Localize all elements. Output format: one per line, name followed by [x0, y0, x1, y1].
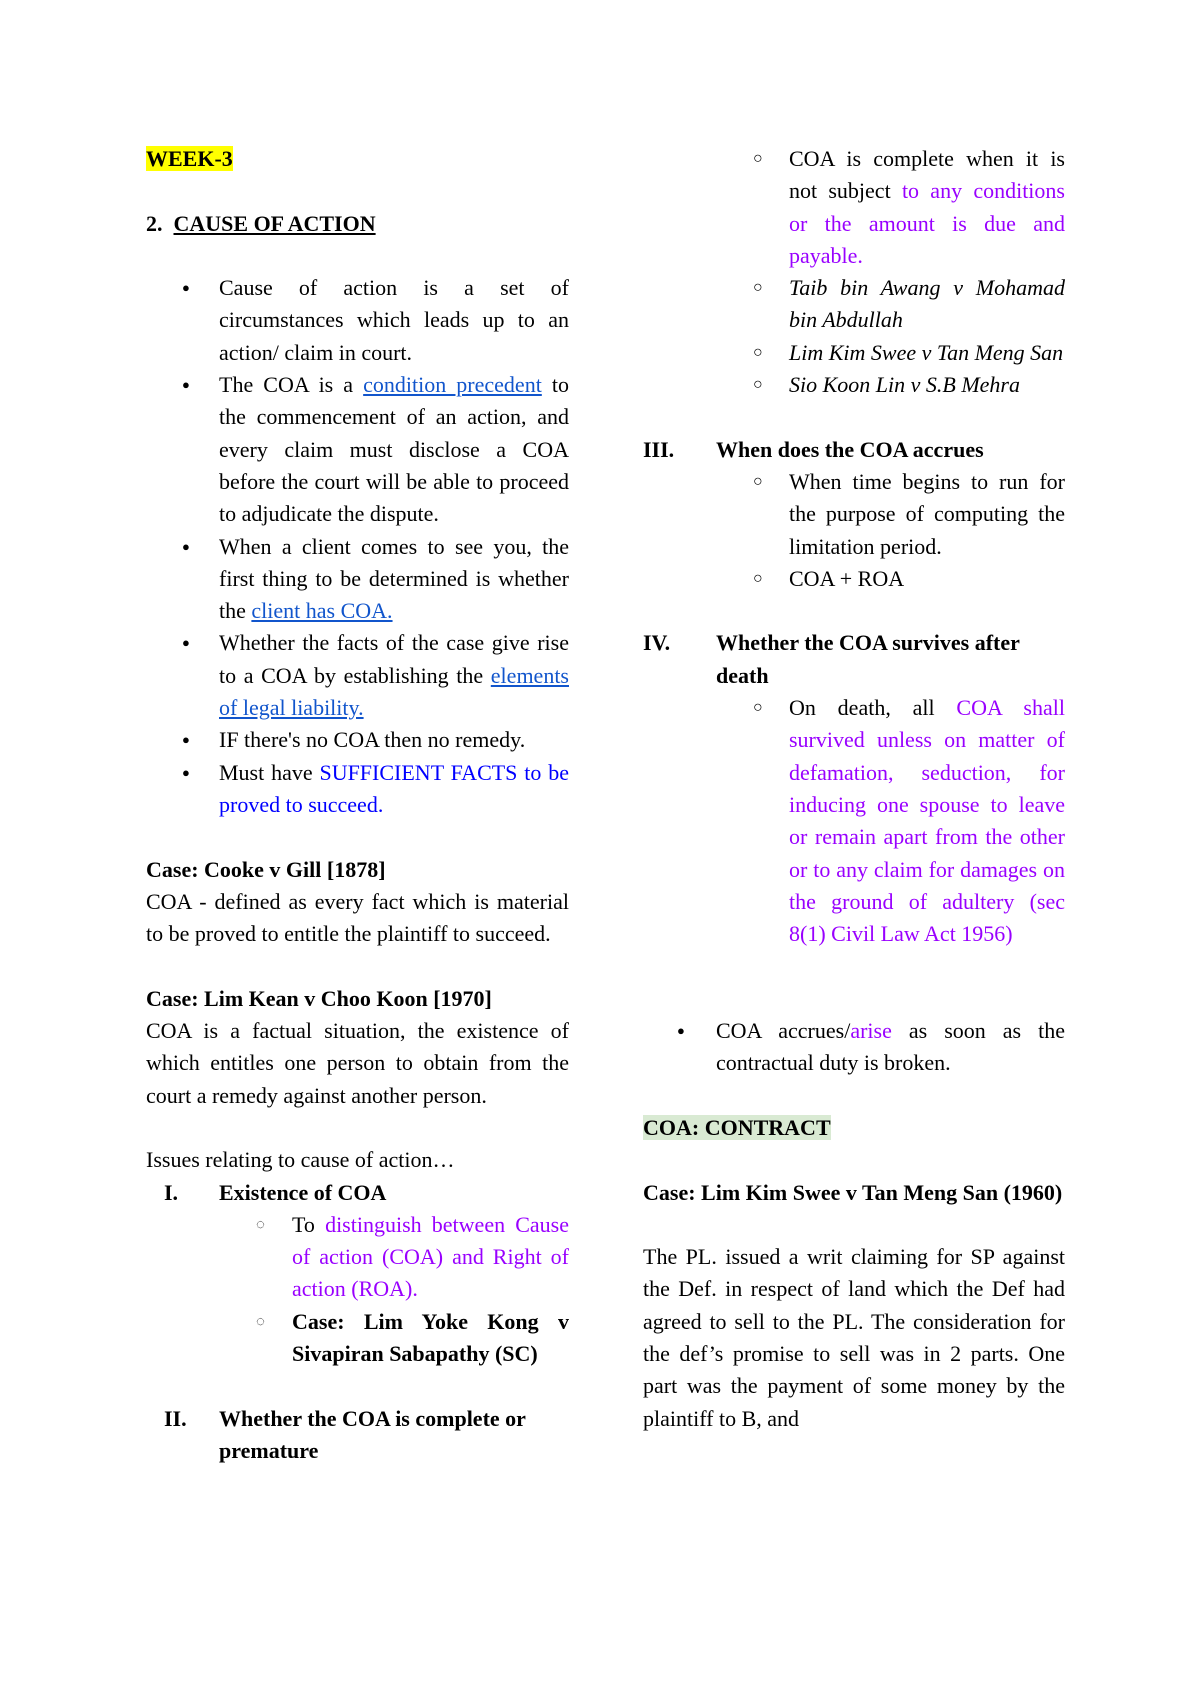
bullet-icon: ●: [677, 1023, 685, 1039]
issue-heading: I. Existence of COA: [164, 1179, 387, 1205]
bullet-icon: ●: [182, 635, 190, 651]
case-text: COA is a factual situation, the existence of which entitles one person to obtain from the court a remedy against another person.: [146, 1018, 569, 1108]
sub-item: ○ Sio Koon Lin v S.B Mehra: [643, 369, 1065, 401]
case-title: Case: Cooke v Gill [1878]: [146, 856, 386, 882]
section-heading: 2. CAUSE OF ACTION: [146, 210, 376, 236]
elements-of-legal-liability-link[interactable]: elements of legal liability.: [219, 662, 569, 721]
sub-item: ○ When time begins to run for the purpose of computing the limitation period.: [643, 466, 1065, 563]
hollow-circle-icon: ○: [753, 472, 763, 490]
right-column: [643, 143, 1065, 1435]
list-item: ● Cause of action is a set of circumstances which leads up to an action/ claim in court.: [146, 272, 569, 369]
list-item: ● Must have SUFFICIENT FACTS to be proved to succeed.: [146, 757, 569, 822]
sub-item: ○ COA + ROA: [643, 563, 1065, 595]
bullet-icon: ●: [182, 280, 190, 296]
hollow-circle-icon: ○: [753, 569, 763, 587]
bullet-icon: ●: [182, 377, 190, 393]
sub-item: ◌ Case: Lim Yoke Kong v Sivapiran Sabapathy (SC): [146, 1306, 569, 1371]
list-item: ● When a client comes to see you, the first thing to be determined is whether the client has COA.: [146, 531, 569, 628]
bullet-icon: ●: [182, 764, 190, 780]
list-item: ● Whether the facts of the case give rise to a COA by establishing the elements of legal liability.: [146, 627, 569, 724]
sub-item: ○ Taib bin Awang v Mohamad bin Abdullah: [643, 272, 1065, 337]
bullet-icon: ●: [182, 538, 190, 554]
sub-item: ◌ To distinguish between Cause of action (COA) and Right of action (ROA).: [146, 1209, 569, 1306]
issue-heading: III. When does the COA accrues: [643, 436, 984, 462]
case-text: COA - defined as every fact which is material to be proved to entitle the plaintiff to succeed.: [146, 888, 569, 947]
sub-item: ○ On death, all COA shall survived unless on matter of defamation, seduction, for inducing one spouse to leave or remain apart from the other or to any claim for damages on the ground of adultery (sec 8(1) Civil Law Act 1956): [643, 692, 1065, 950]
sub-item: ○ COA is complete when it is not subject to any conditions or the amount is due and payable.: [643, 143, 1065, 272]
case-title: Case: Lim Kean v Choo Koon [1970]: [146, 985, 492, 1011]
dotted-circle-icon: ◌: [256, 1216, 265, 1233]
list-item: ● The COA is a condition precedent to the commencement of an action, and every claim must disclose a COA before the court will be able to proceed to adjudicate the dispute.: [146, 369, 569, 530]
hollow-circle-icon: ○: [753, 376, 763, 394]
list-item: ● COA accrues/arise as soon as the contractual duty is broken.: [643, 1015, 1065, 1080]
condition-precedent-link[interactable]: condition precedent: [363, 372, 542, 398]
bullet-icon: ●: [182, 732, 190, 748]
hollow-circle-icon: ○: [753, 343, 763, 361]
case-title: Case: Lim Kim Swee v Tan Meng San (1960): [643, 1179, 1063, 1205]
issue-heading: II. Whether the COA is complete or premature: [164, 1405, 526, 1463]
contract-label: COA: CONTRACT: [643, 1114, 831, 1140]
client-has-coa-link[interactable]: client has COA.: [251, 598, 393, 624]
hollow-circle-icon: ○: [753, 699, 763, 717]
issues-intro: Issues relating to cause of action…: [146, 1147, 455, 1173]
sub-item: ○ Lim Kim Swee v Tan Meng San: [643, 337, 1065, 369]
hollow-circle-icon: ○: [753, 150, 763, 167]
hollow-circle-icon: ○: [753, 279, 763, 297]
case-text: The PL. issued a writ claiming for SP against the Def. in respect of land which the Def had agreed to sell to the PL. The consideration for the def’s promise to sell was in 2 parts. One part was the payment of some money by the plaintiff to B, and: [643, 1244, 1065, 1431]
dotted-circle-icon: ◌: [256, 1313, 265, 1330]
list-item: ● IF there's no COA then no remedy.: [146, 724, 569, 756]
left-column: [146, 143, 569, 1467]
issue-heading: IV. Whether the COA survives after death: [643, 630, 1020, 688]
week-label: WEEK-3: [146, 146, 233, 171]
